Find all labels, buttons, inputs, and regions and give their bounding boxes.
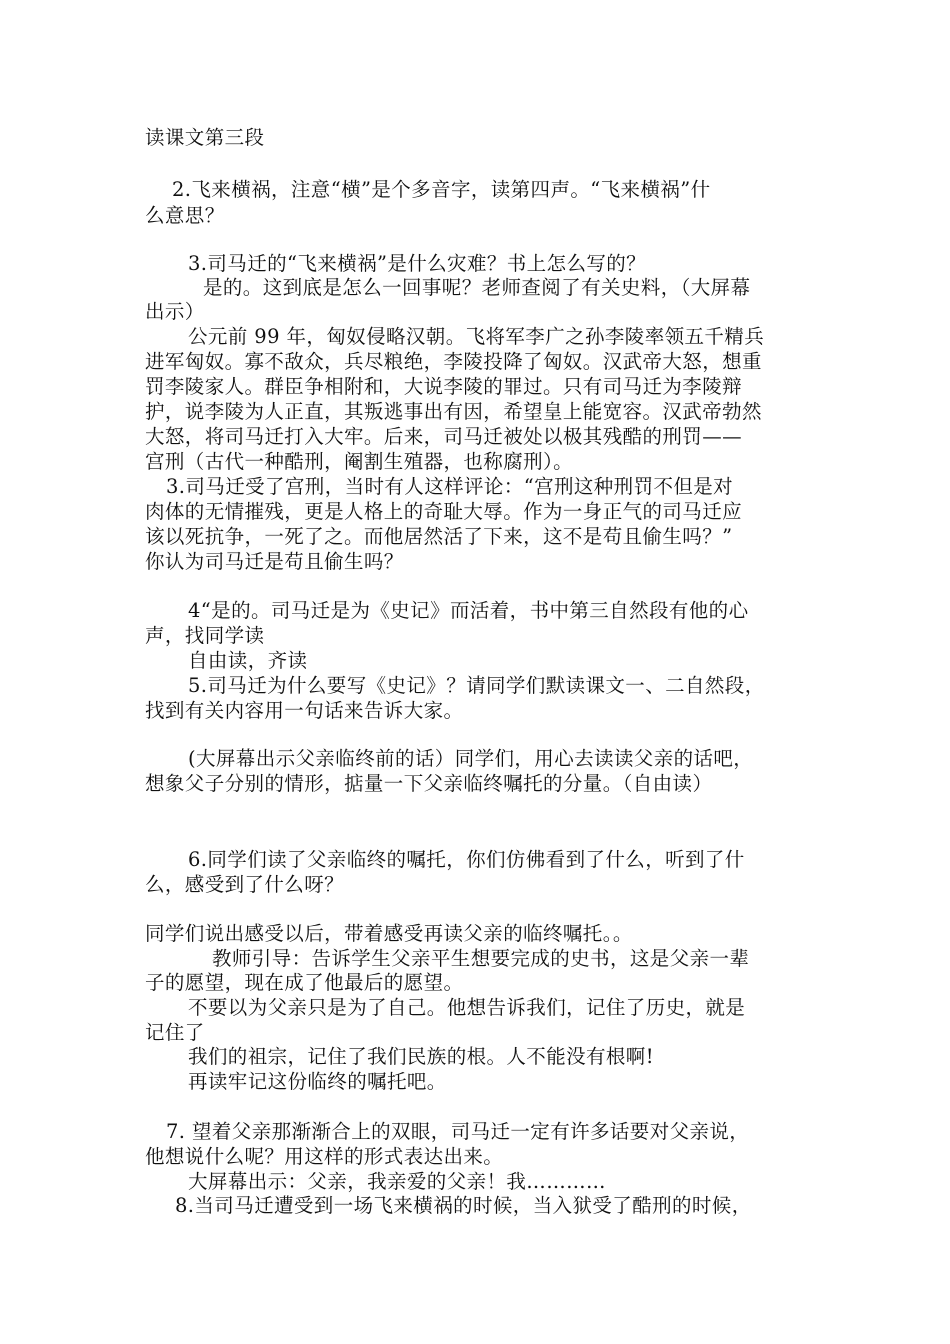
paragraph-line: 7. 望着父亲那渐渐合上的双眼，司马迁一定有许多话要对父亲说， xyxy=(166,1120,750,1143)
paragraph-line: 你认为司马迁是苟且偷生吗？ xyxy=(145,550,404,573)
paragraph-line: 6.同学们读了父亲临终的嘱托，你们仿佛看到了什么，听到了什 xyxy=(188,848,745,871)
paragraph-line: 我们的祖宗，记住了我们民族的根。人不能没有根啊! xyxy=(188,1045,654,1068)
paragraph-line: 是的。这到底是怎么一回事呢？老师查阅了有关史料，（大屏幕 xyxy=(203,276,751,299)
paragraph-line: 他想说什么呢？用这样的形式表达出来。 xyxy=(145,1145,504,1168)
paragraph-line: 找到有关内容用一句话来告诉大家。 xyxy=(145,699,464,722)
paragraph-line: 3.司马迁的“飞来横祸”是什么灾难？书上怎么写的？ xyxy=(188,252,647,275)
paragraph-line: 8.当司马迁遭受到一场飞来横祸的时候，当入狱受了酷刑的时候， xyxy=(175,1194,752,1217)
paragraph-line: 想象父子分别的情形，掂量一下父亲临终嘱托的分量。（自由读） xyxy=(145,772,713,795)
paragraph-line: 再读牢记这份临终的嘱托吧。 xyxy=(188,1070,447,1093)
paragraph-line: (大屏幕出示父亲临终前的话）同学们，用心去读读父亲的话吧， xyxy=(188,747,754,770)
paragraph-line: 记住了 xyxy=(145,1021,205,1044)
paragraph-line: 肉体的无情摧残，更是人格上的奇耻大辱。作为一身正气的司马迁应 xyxy=(145,500,743,523)
paragraph-line: 教师引导：告诉学生父亲平生想要完成的史书，这是父亲一辈 xyxy=(212,947,750,970)
paragraph-line: 大怒，将司马迁打入大牢。后来，司马迁被处以极其残酷的刑罚—— xyxy=(145,425,743,448)
paragraph-line: 护，说李陵为人正直，其叛逃事出有因，希望皇上能宽容。汉武帝勃然 xyxy=(145,400,762,423)
paragraph-line: 5.司马迁为什么要写《史记》？请同学们默读课文一、二自然段， xyxy=(188,674,765,697)
paragraph-line: 声，找同学读 xyxy=(145,624,265,647)
paragraph-line: 子的愿望，现在成了他最后的愿望。 xyxy=(145,971,464,994)
paragraph-line: 宫刑（古代一种酷刑，阉割生殖器，也称腐刑）。 xyxy=(145,450,574,473)
paragraph-line: 公元前 99 年，匈奴侵略汉朝。飞将军李广之孙李陵率领五千精兵 xyxy=(188,325,765,348)
paragraph-line: 么意思？ xyxy=(145,204,225,227)
paragraph-line: 3.司马迁受了宫刑，当时有人这样评论：“宫刑这种刑罚不但是对 xyxy=(166,475,734,498)
paragraph-line: 大屏幕出示：父亲，我亲爱的父亲！我………… xyxy=(188,1170,606,1193)
paragraph-line: 么，感受到了什么呀？ xyxy=(145,873,345,896)
paragraph-line: 自由读，齐读 xyxy=(188,649,308,672)
paragraph-line: 4“是的。司马迁是为《史记》而活着，书中第三自然段有他的心 xyxy=(188,599,749,622)
paragraph-line: 出示） xyxy=(145,300,205,323)
paragraph-line: 同学们说出感受以后，带着感受再读父亲的临终嘱托。。 xyxy=(145,922,633,945)
section-heading: 读课文第三段 xyxy=(145,126,265,149)
paragraph-line: 罚李陵家人。群臣争相附和，大说李陵的罪过。只有司马迁为李陵辩 xyxy=(145,375,743,398)
paragraph-line: 不要以为父亲只是为了自己。他想告诉我们，记住了历史，就是 xyxy=(188,996,746,1019)
paragraph-line: 该以死抗争，一死了之。而他居然活了下来，这不是苟且偷生吗？” xyxy=(145,525,733,548)
paragraph-line: 进军匈奴。寡不敌众，兵尽粮绝，李陵投降了匈奴。汉武帝大怒，想重 xyxy=(145,350,762,373)
paragraph-line: 2.飞来横祸，注意“横”是个多音字，读第四声。“飞来横祸”什 xyxy=(172,178,711,201)
